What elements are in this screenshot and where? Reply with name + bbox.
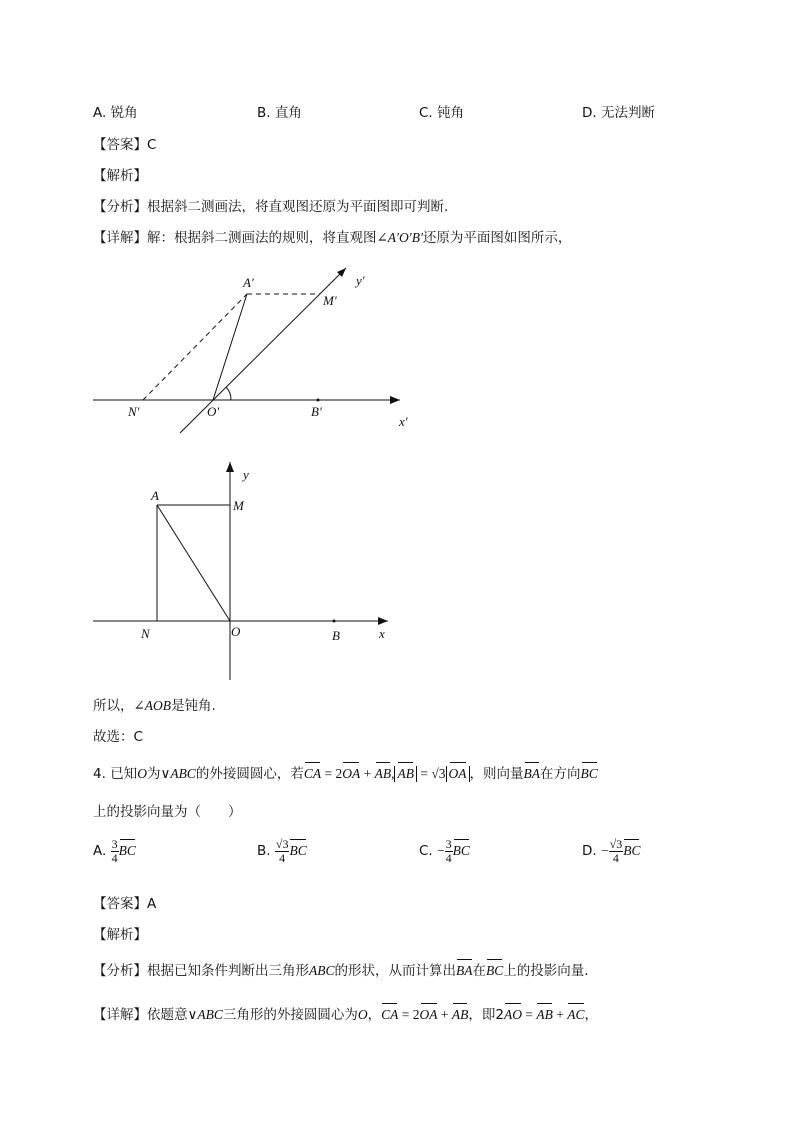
label-x: x	[379, 626, 385, 641]
math-operator: +	[360, 766, 375, 781]
math-symbol: O	[357, 1007, 368, 1022]
label-a-prime: A′	[243, 275, 254, 290]
label-m: M	[233, 498, 244, 513]
fenxi-text: 根据已知条件判断出三角形	[147, 963, 309, 979]
stem-text: 为	[146, 766, 161, 782]
fenxi-tag: 【分析】	[93, 199, 147, 215]
fenxi-text: 在	[472, 963, 486, 979]
vector: BC	[118, 843, 136, 859]
vector: BC	[289, 843, 307, 859]
vector: AO	[504, 1007, 522, 1022]
option-label: C.	[419, 843, 433, 860]
xiangjie-tag: 【详解】	[93, 1007, 147, 1023]
segment-ao	[157, 505, 230, 621]
stem-text: ，则向量	[469, 766, 524, 782]
vector: CA	[303, 766, 322, 781]
fraction	[275, 838, 290, 864]
label-a: A	[151, 488, 159, 503]
stem-text: 的外接圆圆心，若	[195, 766, 304, 782]
option-label: B.	[257, 843, 271, 860]
vector: BC	[623, 843, 641, 859]
point-b-prime	[317, 399, 320, 402]
label-b: B	[332, 628, 340, 643]
q4-answer-line	[93, 892, 156, 912]
math-symbol: O	[137, 766, 147, 781]
option-label: A.	[93, 843, 107, 860]
conclusion-text: 是钝角.	[171, 698, 216, 714]
label-x-prime: x′	[399, 414, 408, 429]
minus-sign: −	[437, 843, 445, 859]
xiangjie-text: ，	[584, 1007, 599, 1023]
triangle-expression: ∨ABC	[160, 766, 196, 781]
answer-tag: 【答案】	[93, 896, 147, 912]
label-o: O	[231, 624, 241, 639]
math-operator: = 2	[321, 766, 343, 781]
label-y-prime: y′	[356, 273, 365, 288]
math-operator: +	[437, 1007, 452, 1022]
q4-option-a	[93, 838, 136, 864]
option-text: 锐角	[110, 105, 138, 121]
fenxi-text: 上的投影向量.	[503, 963, 589, 979]
vector: AC	[567, 1007, 585, 1022]
question-number: 4.	[93, 766, 106, 782]
segment-oa	[213, 294, 247, 400]
vector: AB	[397, 766, 414, 781]
numerator: 3	[111, 837, 118, 851]
label-m-prime: M′	[323, 293, 337, 308]
x-arrow	[378, 617, 388, 625]
xiangjie-text: 解：根据斜二测画法的规则，将直观图	[147, 230, 377, 246]
stem-text: 在方向	[540, 766, 581, 782]
xiangjie-text: ，	[367, 1007, 382, 1023]
triangle-expression: ABC	[309, 963, 335, 978]
denominator: 4	[111, 850, 118, 865]
angle-expression: ∠A′O′B′	[376, 230, 423, 245]
conclusion-text: 所以，	[93, 698, 134, 714]
answer-tag: 【答案】	[93, 137, 147, 153]
denominator: 4	[279, 850, 286, 865]
vector: OA	[419, 1007, 438, 1022]
q4-xiangjie-line	[93, 1003, 598, 1023]
fraction	[445, 838, 453, 864]
option-label: B.	[257, 105, 271, 121]
vector: CA	[381, 1007, 399, 1022]
math-operator: =	[522, 1007, 537, 1022]
label-y: y	[243, 467, 249, 482]
option-text: 钝角	[437, 105, 465, 121]
vector: BA	[456, 963, 473, 978]
label-o-prime: O′	[207, 404, 220, 419]
xiangjie-text: 还原为平面图如图所示，	[422, 230, 572, 246]
xiangjie-text: ，即2	[468, 1007, 504, 1023]
fraction	[111, 838, 119, 864]
vector: BC	[580, 766, 598, 781]
label-b-prime: B′	[311, 404, 322, 419]
numerator: √3	[275, 837, 289, 851]
vector: AB	[536, 1007, 553, 1022]
q4-option-c	[419, 838, 470, 864]
q4-fenxi-line	[93, 959, 589, 979]
label-n-prime: N′	[128, 404, 140, 419]
fenxi-text: 的形状，从而计算出	[334, 963, 456, 979]
xiangjie-text: 依题意	[147, 1007, 188, 1023]
option-label: C.	[419, 105, 433, 121]
conclusion-line	[93, 694, 216, 714]
fenxi-tag: 【分析】	[93, 963, 147, 979]
vector: AB	[374, 766, 392, 781]
question-4-stem: 4. 已知O为∨ABC的外接圆圆心，若CA = 2OA + AB, AB = √3 OA ，则向量BA在方向BC	[93, 766, 598, 782]
fenxi-text: 根据斜二测画法，将直观图还原为平面图即可判断.	[147, 199, 449, 215]
option-label: D.	[582, 843, 597, 860]
math-operator: +	[552, 1007, 568, 1022]
numerator: √3	[609, 837, 623, 851]
y-arrow	[226, 462, 234, 472]
denominator: 4	[445, 850, 452, 865]
q4-option-b	[257, 838, 307, 864]
answer-value: C	[147, 137, 157, 153]
vector: AB	[451, 1007, 469, 1022]
vector: BA	[523, 766, 540, 781]
analysis-tag: 【解析】	[93, 168, 147, 184]
stem-text: 已知	[110, 766, 138, 782]
angle-expression: ∠AOB	[133, 698, 172, 713]
xiangjie-tag: 【详解】	[93, 230, 147, 246]
option-label: A.	[93, 105, 107, 121]
label-n: N	[141, 626, 150, 641]
xiangjie-text: 三角形的外接圆圆心为	[222, 1007, 358, 1023]
triangle-expression: ∨ABC	[187, 1007, 223, 1022]
minus-sign: −	[600, 843, 609, 859]
segment-na-dashed	[143, 294, 247, 400]
x-prime-arrow	[390, 396, 400, 404]
vector: BC	[452, 843, 470, 859]
question-4-stem-line2: 上的投影向量为（ ）	[93, 804, 242, 820]
answer-value: A	[147, 896, 157, 912]
denominator: 4	[612, 850, 619, 865]
option-label: D.	[582, 105, 597, 121]
choose-line: 故选：C	[93, 729, 143, 745]
q4-analysis-tag: 【解析】	[93, 927, 147, 943]
numerator: 3	[445, 837, 452, 851]
fraction	[609, 838, 624, 864]
option-text: 直角	[274, 105, 302, 121]
vector: BC	[486, 963, 504, 978]
angle-arc	[226, 387, 231, 400]
point-b	[333, 620, 336, 623]
vector: OA	[342, 766, 361, 781]
math-operator: = 2	[398, 1007, 420, 1022]
q4-option-d	[582, 838, 640, 864]
math-operator: = √3	[416, 766, 446, 781]
vector: OA	[448, 766, 467, 781]
option-text: 无法判断	[600, 105, 655, 121]
